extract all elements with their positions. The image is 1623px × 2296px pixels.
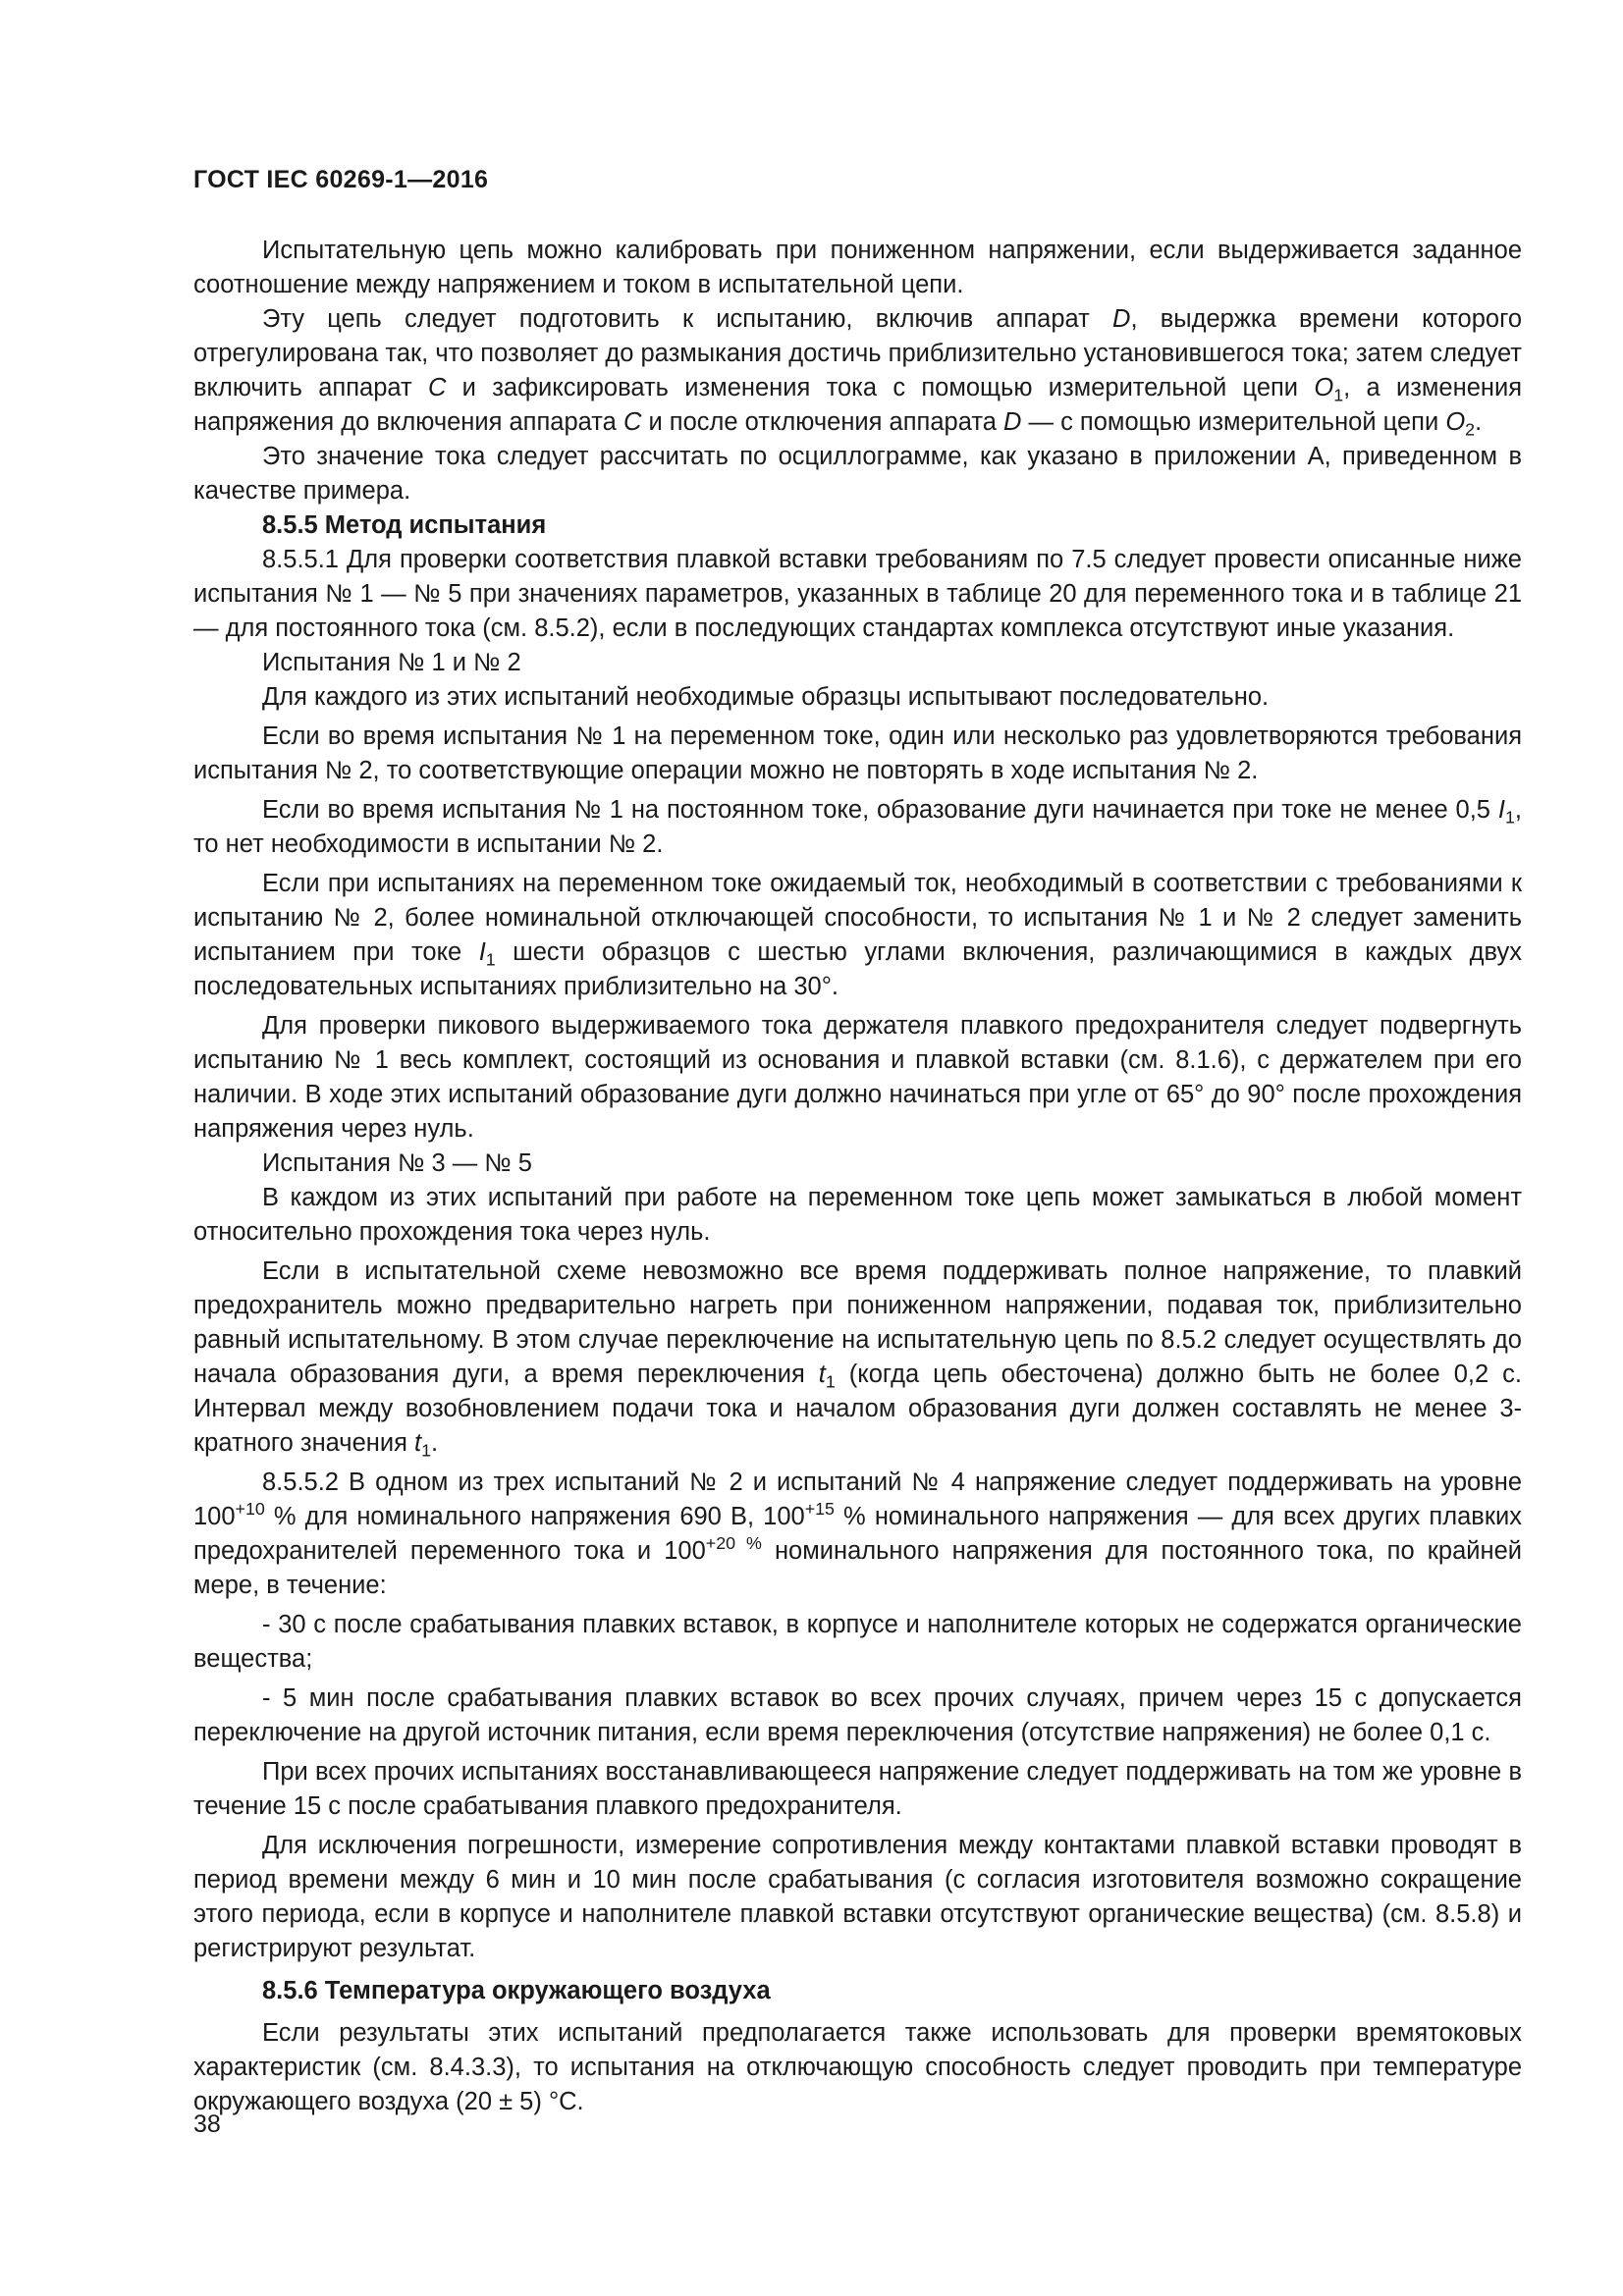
document-header: ГОСТ IEC 60269-1—2016 xyxy=(193,166,489,193)
paragraph: Испытания № 1 и № 2 xyxy=(262,649,521,676)
paragraph: При всех прочих испытаниях восстанавливающееся напряжение следует поддерживать на том же уровне в течение 15 с после срабатывания плавкого предохранителя. xyxy=(193,1758,1522,1820)
section-heading-8-5-6: 8.5.6 Температура окружающего воздуха xyxy=(262,1977,771,2004)
paragraph: Испытательную цепь можно калибровать при пониженном напряжении, если выдерживается заданное соотношение между напряжением и током в испытательной цепи. xyxy=(193,237,1522,298)
paragraph: Эту цепь следует подготовить к испытанию, включив аппарат D, выдержка времени которого отрегулирована так, что позволяет до размыкания достичь приблизительно установившегося тока; затем следует включить аппарат C и зафиксировать изменения тока с помощью измерительной цепи $O_1$, а изменения напряжения до включения аппарата C и после отключения аппарата D — с помощью измерительной цепи $O_2$. xyxy=(193,305,1523,440)
list-item: - 30 с после срабатывания плавких вставок, в корпусе и наполнителе которых не содержатся органические вещества; xyxy=(193,1611,1522,1673)
paragraph: Для каждого из этих испытаний необходимые образцы испытывают последовательно. xyxy=(262,683,1270,711)
paragraph: Если во время испытания № 1 на переменном токе, один или несколько раз удовлетворяются требования испытания № 2, то соответствующие операции можно не повторять в ходе испытания № 2. xyxy=(193,722,1522,784)
paragraph: 8.5.5.2 В одном из трех испытаний № 2 и испытаний № 4 напряжение следует поддерживать на уровне $100^{+10}$ % для номинального напряжения 690 В, $100^{+15}$ % номинального напряжения — для всех других плавких предохранителей переменного тока и $100^{+20 \%}$ номинального напряжения для постоянного тока, по крайней мере, в течение: xyxy=(193,1468,1522,1599)
paragraph: Если в испытательной схеме невозможно все время поддерживать полное напряжение, то плавкий предохранитель можно предварительно нагреть при пониженном напряжении, подавая ток, приблизительно равный испытательному. В этом случае переключение на испытательную цепь по 8.5.2 следует осуществлять до начала образования дуги, а время переключения $t_1$ (когда цепь обесточена) должно быть не более 0,2 с. Интервал между возобновлением подачи тока и началом образования дуги должен составлять не менее 3-кратного значения $t_1$. xyxy=(193,1257,1522,1461)
paragraph: Если при испытаниях на переменном токе ожидаемый ток, необходимый в соответствии с требованиями к испытанию № 2, более номинальной отключающей способности, то испытания № 1 и № 2 следует заменить испытанием при токе $I_1$ шести образцов с шестью углами включения, различающимися в каждых двух последовательных испытаниях приблизительно на 30°. xyxy=(193,870,1522,1000)
paragraph: Это значение тока следует рассчитать по осциллограмме, как указано в приложении А, приведенном в качестве примера. xyxy=(193,443,1522,505)
page-number: 38 xyxy=(193,2110,221,2138)
paragraph: 8.5.5.1 Для проверки соответствия плавкой вставки требованиям по 7.5 следует провести описанные ниже испытания № 1 — № 5 при значениях параметров, указанных в таблице 20 для переменного тока и в таблице 21 — для постоянного тока (см. 8.5.2), если в последующих стандартах комплекса отсутствуют иные указания. xyxy=(193,546,1522,642)
paragraph: Испытания № 3 — № 5 xyxy=(262,1149,532,1177)
paragraph: Если во время испытания № 1 на постоянном токе, образование дуги начинается при токе не менее 0,5 $I_1$, то нет необходимости в испытании № 2. xyxy=(193,796,1522,858)
paragraph: Для проверки пикового выдерживаемого тока держателя плавкого предохранителя следует подвергнуть испытанию № 1 весь комплект, состоящий из основания и плавкой вставки (см. 8.1.6), с держателем при его наличии. В ходе этих испытаний образование дуги должно начинаться при угле от 65° до 90° после прохождения напряжения через нуль. xyxy=(193,1012,1522,1143)
paragraph: Для исключения погрешности, измерение сопротивления между контактами плавкой вставки проводят в период времени между 6 мин и 10 мин после срабатывания (с согласия изготовителя возможно сокращение этого периода, если в корпусе и наполнителе плавкой вставки отсутствуют органические вещества) (см. 8.5.8) и регистрируют результат. xyxy=(193,1832,1522,1962)
paragraph: Если результаты этих испытаний предполагается также использовать для проверки времятоковых характеристик (см. 8.4.3.3), то испытания на отключающую способность следует проводить при температуре окружающего воздуха (20 ± 5) °С. xyxy=(193,2019,1522,2115)
section-heading-8-5-5: 8.5.5 Метод испытания xyxy=(262,511,547,539)
list-item: - 5 мин после срабатывания плавких вставок во всех прочих случаях, причем через 15 с допускается переключение на другой источник питания, если время переключения (отсутствие напряжения) не более 0,1 с. xyxy=(193,1684,1522,1746)
paragraph: В каждом из этих испытаний при работе на переменном токе цепь может замыкаться в любой момент относительно прохождения тока через нуль. xyxy=(193,1184,1522,1246)
document-body xyxy=(193,234,1522,2119)
